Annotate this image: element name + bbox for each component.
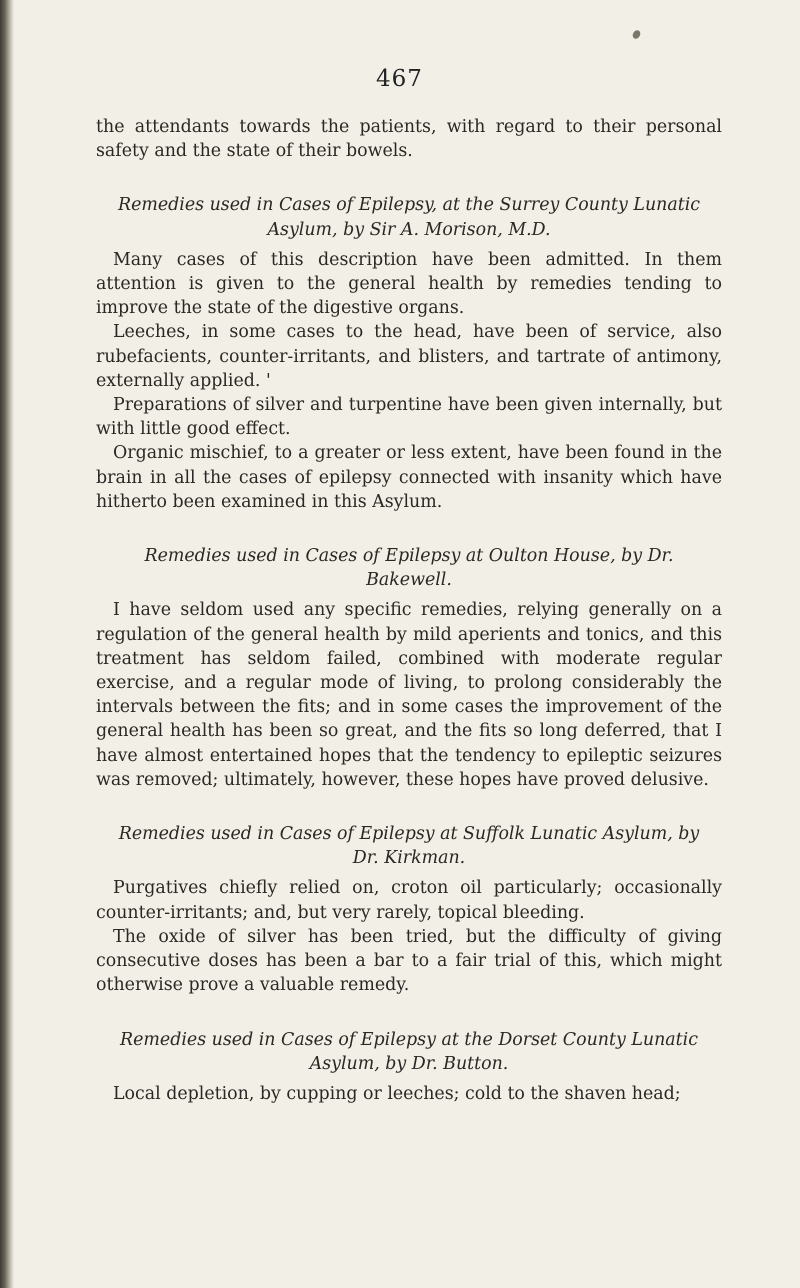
paragraph: I have seldom used any specific remedies, relying generally on a regulation of the general health by mild aperients and tonics, and this treatment has seldom failed, combined with moderate regular exercise, and a regular mode of living, to prolong considerably the intervals between the fits; and in some cases the improvement of the general health has been so great, and the fits so long deferred, that I have almost entertained hopes that the tendency to epileptic seizures was removed; ultimately, however, these hopes have proved delusive.: [96, 600, 722, 790]
page-body: [96, 115, 722, 1106]
paragraph: Many cases of this description have been admitted. In them attention is given to the general health by remedies tending to improve the state of the digestive organs.: [96, 249, 722, 319]
paragraph: The oxide of silver has been tried, but the difficulty of giving consecutive doses has been a bar to a fair trial of this, which might otherwise prove a valuable remedy.: [96, 926, 722, 996]
intro-paragraph: the attendants towards the patients, with regard to their personal safety and the state of their bowels.: [96, 117, 722, 162]
page-number: 467: [376, 66, 423, 92]
book-binding-edge: [0, 0, 14, 1288]
paragraph: Organic mischief, to a greater or less extent, have been found in the brain in all the cases of epilepsy connected with insanity which have hitherto been examined in this Asylum.: [96, 443, 722, 512]
ink-speck: [631, 29, 642, 40]
paragraph: Local depletion, by cupping or leeches; cold to the shaven head;: [113, 1083, 681, 1104]
section-heading-oulton: Remedies used in Cases of Epilepsy at Oulton House, by Dr. Bakewell.: [144, 546, 674, 591]
section-heading-dorset: Remedies used in Cases of Epilepsy at the Dorset County Lunatic Asylum, by Dr. Button.: [120, 1029, 698, 1074]
paragraph: Purgatives chiefly relied on, croton oil particularly; occasionally counter-irritants; and, but very rarely, topical bleeding.: [96, 878, 722, 923]
section-heading-suffolk: Remedies used in Cases of Epilepsy at Suffolk Lunatic Asylum, by Dr. Kirkman.: [118, 824, 700, 869]
paragraph: Preparations of silver and turpentine have been given internally, but with little good effect.: [96, 395, 722, 440]
section-heading-surrey: Remedies used in Cases of Epilepsy, at the Surrey County Lunatic Asylum, by Sir A. Morison, M.D.: [117, 195, 701, 240]
paragraph: Leeches, in some cases to the head, have been of service, also rubefacients, counter-irritants, and blisters, and tartrate of antimony, externally applied. ': [96, 322, 722, 391]
